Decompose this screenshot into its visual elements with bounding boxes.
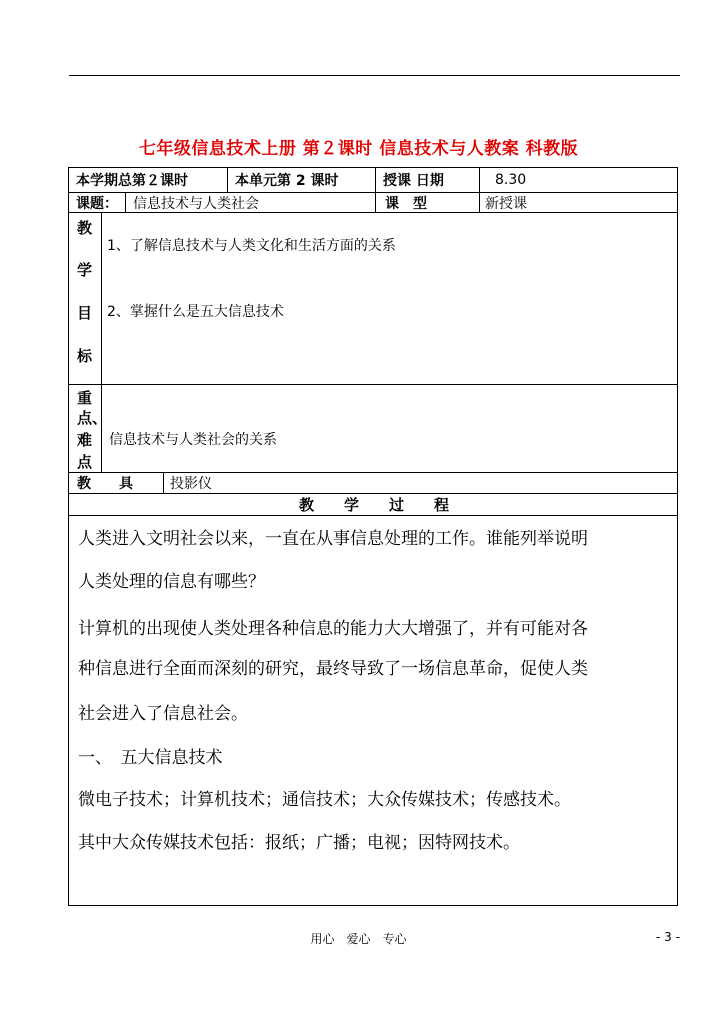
process-heading-row bbox=[68, 493, 678, 515]
objectives-label-char: 学 bbox=[77, 261, 93, 279]
keypoints-label: 重 bbox=[77, 389, 93, 407]
tools-label: 教 具 bbox=[77, 476, 133, 492]
objective-item: 1、了解信息技术与人类文化和生活方面的关系 bbox=[107, 238, 396, 254]
divider bbox=[479, 168, 480, 192]
section-heading: 一、 五大信息技术 bbox=[78, 748, 223, 768]
divider bbox=[101, 385, 102, 472]
topic-row bbox=[68, 192, 678, 212]
objectives-label-char: 目 bbox=[77, 304, 93, 322]
divider bbox=[163, 473, 164, 493]
keypoints-value: 信息技术与人类社会的关系 bbox=[109, 432, 277, 448]
process-line: 社会进入了信息社会。 bbox=[78, 704, 248, 724]
keypoints-row bbox=[68, 384, 678, 472]
divider bbox=[375, 168, 376, 192]
process-line: 其中大众传媒技术包括：报纸；广播；电视；因特网技术。 bbox=[78, 833, 520, 853]
tools-value: 投影仪 bbox=[170, 476, 212, 492]
semester-lesson: 本学期总第２课时 bbox=[76, 173, 188, 189]
document-title: 七年级信息技术上册 第２课时 信息技术与人教案 科教版 bbox=[138, 139, 579, 159]
header-rule bbox=[69, 75, 680, 76]
objectives-label-char: 标 bbox=[77, 347, 93, 365]
type-label: 课 型 bbox=[385, 195, 427, 212]
divider bbox=[479, 193, 480, 212]
lesson-info-row bbox=[68, 167, 678, 192]
keypoints-label: 难 bbox=[77, 431, 93, 449]
objective-item: 2、掌握什么是五大信息技术 bbox=[107, 304, 284, 320]
divider bbox=[101, 213, 102, 384]
topic-value: 信息技术与人类社会 bbox=[133, 195, 259, 212]
date-value: 8.30 bbox=[495, 172, 527, 188]
process-line: 微电子技术；计算机技术；通信技术；大众传媒技术；传感技术。 bbox=[78, 790, 571, 810]
process-line: 人类处理的信息有哪些？ bbox=[78, 572, 265, 592]
keypoints-label: 点 bbox=[77, 453, 93, 471]
date-label: 授课 日期 bbox=[383, 173, 444, 189]
objectives-label-char: 教 bbox=[77, 219, 93, 237]
keypoints-label: 点、 bbox=[77, 409, 108, 427]
process-line: 计算机的出现使人类处理各种信息的能力大大增强了，并有可能对各 bbox=[78, 619, 588, 639]
divider bbox=[125, 193, 126, 212]
page-number: - 3 - bbox=[656, 930, 680, 944]
unit-lesson: 本单元第 2 课时 bbox=[235, 173, 339, 189]
process-heading: 教 学 过 程 bbox=[298, 496, 449, 514]
tools-row bbox=[68, 472, 678, 493]
footer-motto: 用心 爱心 专心 bbox=[310, 932, 407, 946]
type-value: 新授课 bbox=[485, 195, 527, 212]
divider bbox=[227, 168, 228, 192]
process-line: 人类进入文明社会以来，一直在从事信息处理的工作。谁能列举说明 bbox=[78, 529, 588, 549]
objectives-row bbox=[68, 212, 678, 384]
topic-label: 课题： bbox=[76, 195, 118, 212]
process-line: 种信息进行全面而深刻的研究，最终导致了一场信息革命，促使人类 bbox=[78, 659, 588, 679]
divider bbox=[375, 193, 376, 212]
